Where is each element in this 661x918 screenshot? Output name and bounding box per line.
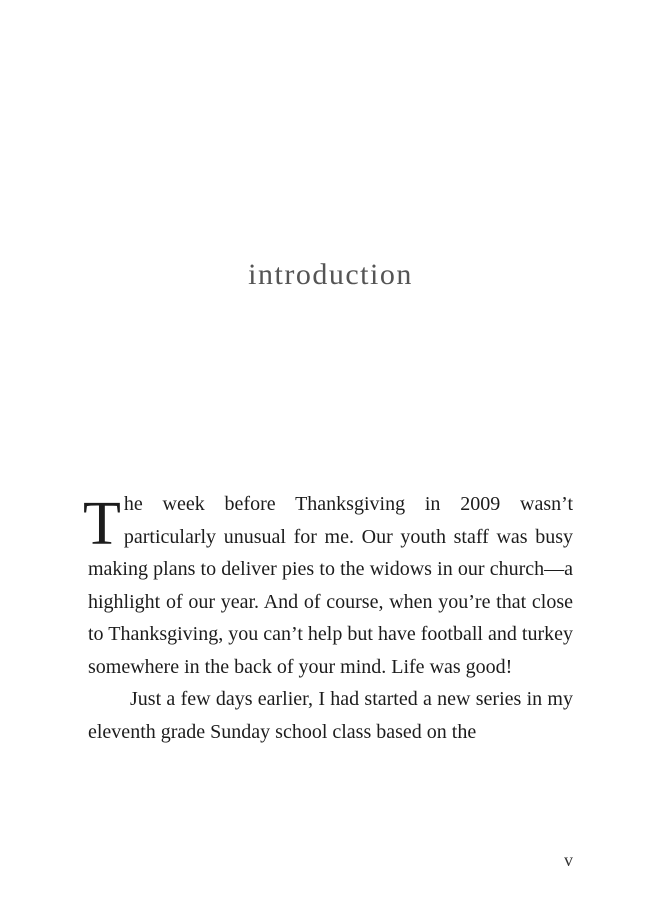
body-text <box>83 488 573 748</box>
paragraph-1 <box>83 488 573 683</box>
paragraph-2: Just a few days earlier, I had started a new series in my eleventh grade Sunday school class based on the <box>88 688 573 743</box>
chapter-title: introduction <box>248 258 413 291</box>
page-number: v <box>564 850 573 870</box>
drop-cap: T <box>83 490 121 558</box>
paragraph-1-text: he week before Thanksgiving in 2009 wasn’t particularly unusual for me. Our youth staff was busy making plans to deliver pies to the widows in our church—a highlight of our year. And of course, when you’re that close to Thanksgiving, you can’t help but have football and turkey somewhere in the back of your mind. Life was good! <box>88 493 573 678</box>
